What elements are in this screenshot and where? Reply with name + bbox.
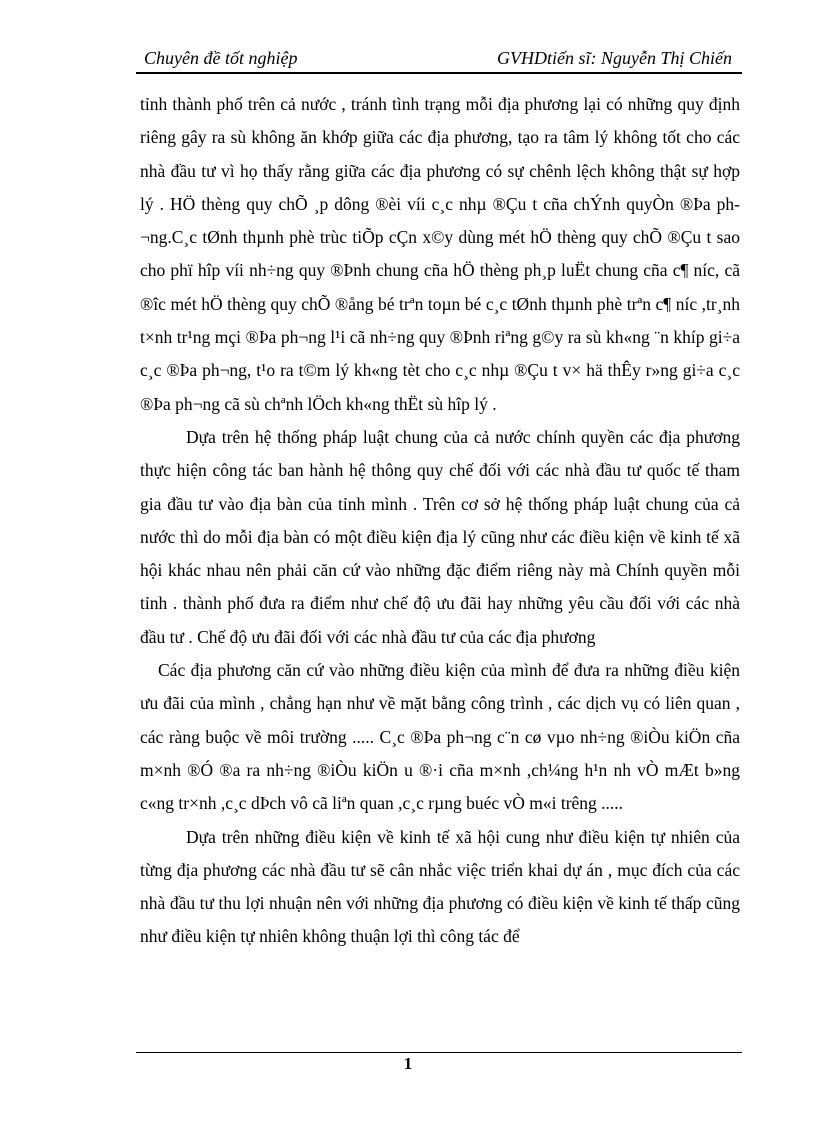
- body-paragraph: Dựa trên những điều kiện về kinh tế xã hội cung như điều kiện tự nhiên của từng địa phương các nhà đầu tư sẽ cân nhắc việc triển khai dự án , mục đích của các nhà đầu tư thu lợi nhuận nên với những địa phương có điều kiện về kinh tế thấp cũng như điều kiện tự nhiên không thuận lợi thì công tác để: [140, 826, 740, 947]
- header-divider: [136, 72, 742, 74]
- header-supervisor: GVHDtiến sĩ: Nguyễn Thị Chiến: [497, 48, 732, 68]
- document-body: [140, 88, 740, 954]
- body-paragraph: Dựa trên hệ thống pháp luật chung của cả nước chính quyền các địa phương thực hiện công tác ban hành hệ thông quy chế đối với các nhà đầu tư quốc tế tham gia đầu tư vào địa bàn của tỉnh mình . Trên cơ sở hệ thống pháp luật chung của cả nước thì do mỗi địa bàn có một điều kiện địa lý cũng như các điều kiện về kinh tế xã hội khác nhau nên phải căn cứ vào những đặc điểm riêng này mà Chính quyền mỗi tỉnh . thành phố đưa ra điểm như chế độ ưu đãi hay những yêu cầu đối với các nhà đầu tư . Chế độ ưu đãi đối với các nhà đầu tư của các địa phương: [140, 426, 740, 647]
- page-number: 1: [403, 1054, 413, 1073]
- header-document-title: Chuyên đề tốt nghiệp: [144, 48, 298, 68]
- footer-divider: [136, 1052, 742, 1053]
- body-paragraph: tỉnh thành phố trên cả nước , tránh tình trạng mỗi địa phương lại có những quy định riêng gây ra sù không ăn khớp giữa các địa phương, tạo ra tâm lý không tốt cho các nhà đầu tư vì họ thấy rằng giữa các địa phương có sự chênh lệch không thật sự hợp lý . HÖ thèng quy chÕ ¸p dông ®èi víi c¸c nhµ ®Çu t cña chÝnh quyÒn ®Þa ph¬ng.C¸c tØnh thµnh phè trùc tiÕp cÇn x©y dùng mét hÖ thèng quy chÕ ®Çu t sao cho phï hîp víi nh÷ng quy ®Þnh chung cña hÖ thèng ph¸p luËt chung cña c¶ níc, cã ®îc mét hÖ thèng quy chÕ ®ång bé trªn toµn bé c¸c tØnh thµnh phè trªn c¶ níc ,tr¸nh t×nh tr¹ng mçi ®Þa ph¬ng l¹i cã nh÷ng quy ®Þnh riªng g©y ra sù kh«ng ¨n khíp gi÷a c¸c ®Þa ph¬ng, t¹o ra t©m lý kh«ng tèt cho c¸c nhµ ®Çu t v× hä thÊy r»ng gi÷a c¸c ®Þa ph¬ng cã sù chªnh lÖch kh«ng thËt sù hîp lý .: [140, 94, 740, 414]
- page-header: [136, 46, 742, 70]
- body-paragraph: Các địa phương căn cứ vào những điều kiện của mình để đưa ra những điều kiện ưu đãi của mình , chẳng hạn như về mặt bằng công trình , các dịch vụ có liên quan , các ràng buộc về môi trường ..... C¸c ®Þa ph¬ng c¨n cø vµo nh÷ng ®iÒu kiÖn cña m×nh ®Ó ®a ra nh÷ng ®iÒu kiÖn u ®·i cña m×nh ,ch¼ng h¹n nh vÒ mÆt b»ng c«ng tr×nh ,c¸c dÞch vô cã liªn quan ,c¸c rµng buéc vÒ m«i trêng .....: [140, 660, 740, 814]
